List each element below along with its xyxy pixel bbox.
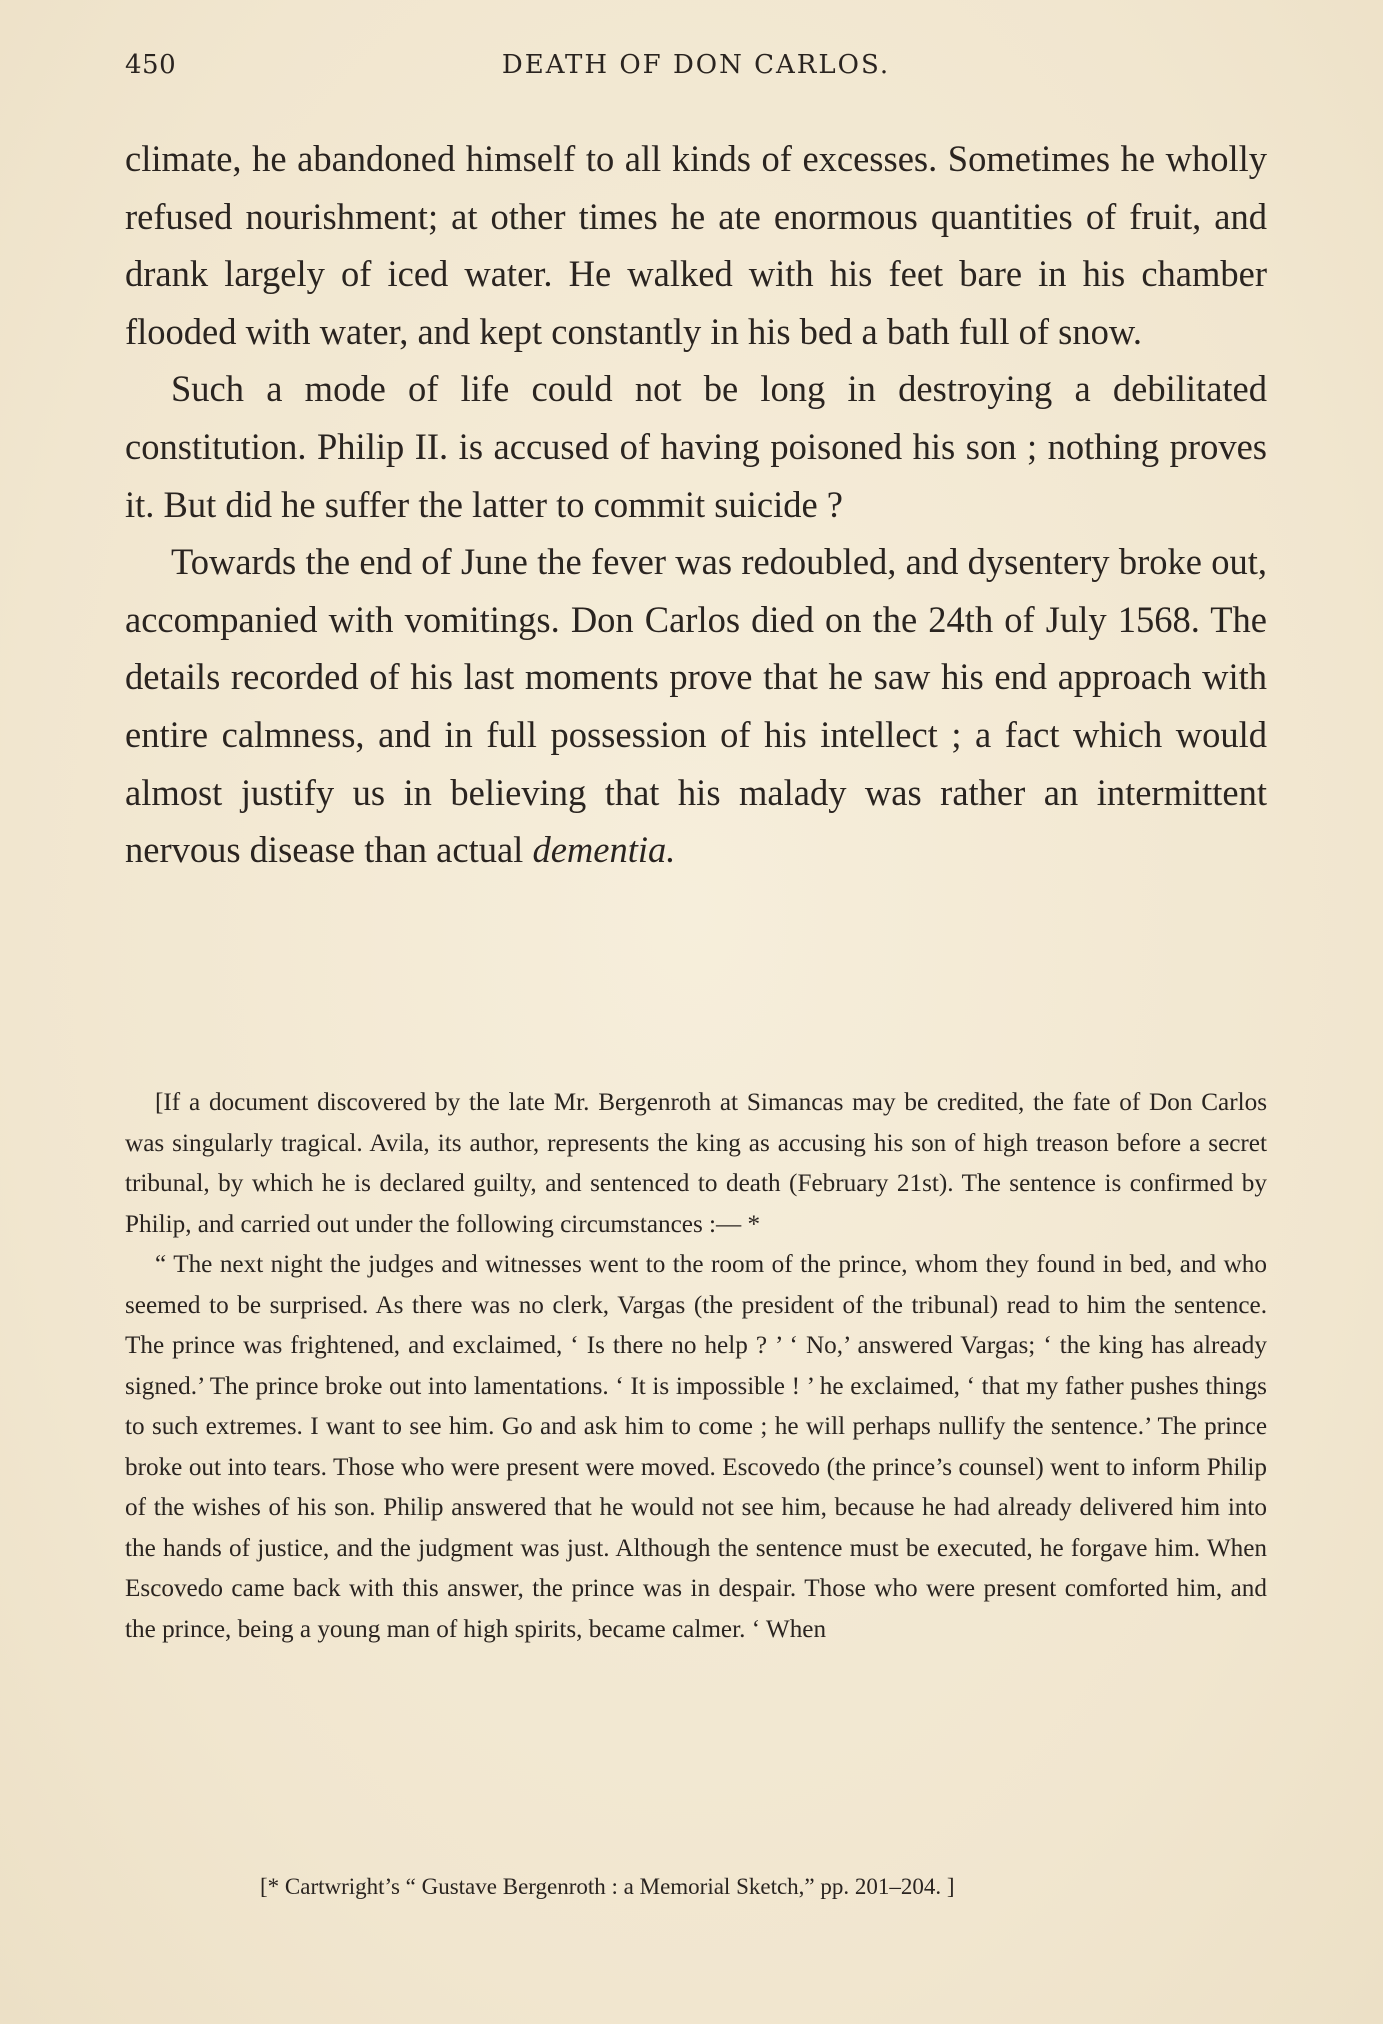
running-head: DEATH OF DON CARLOS. — [501, 50, 891, 80]
note-paragraph: “ The next night the judges and witnesses went to the room of the prince, whom they found in bed, and who seemed to be surprised. As there was no clerk, Vargas (the president of the tribunal) read to him the sentence. The prince was frightened, and exclaimed, ‘ Is there no help ? ’ ‘ No,’ answered Vargas; ‘ the king has already signed.’ The prince broke out into lamentations. ‘ It is impossible ! ’ he exclaimed, ‘ that my father pushes things to such extremes. I want to see him. Go and ask him to come ; he will perhaps nullify the sentence.’ The prince broke out into tears. Those who were present were moved. Escovedo (the prince’s counsel) went to inform Philip of the wishes of his son. Philip answered that he would not see him, because he had already delivered him into the hands of justice, and the judgment was just. Although the sentence must be executed, he forgave him. When Escovedo came back with this answer, the prince was in despair. Those who were present comforted him, and the prince, being a young man of high spirits, became calmer. ‘ When — [125, 1251, 1267, 1643]
note-paragraph: [If a document discovered by the late Mr. Bergenroth at Simancas may be credited, the fate of Don Carlos was singularly tragical. Avila, its author, represents the king as accusing his son of high treason before a secret tribunal, by which he is declared guilty, and sentenced to death (February 21st). The sentence is confirmed by Philip, and carried out under the following circumstances :— * — [125, 1089, 1267, 1238]
page-number: 450 — [125, 50, 177, 80]
main-paragraph-text: Towards the end of June the fever was redoubled, and dysentery broke out, accompanied with vomitings. Don Carlos died on the 24th of July 1568. The details recorded of his last moments prove that he saw his end approach with entire calmness, and in full possession of his intellect ; a fact which would almost justify us in believing that his malady was rather an intermittent nervous disease than actual — [125, 541, 1267, 871]
emphasis-word: dementia. — [532, 829, 676, 871]
footnote: [* Cartwright’s “ Gustave Bergenroth : a Memorial Sketch,” pp. 201–204. ] — [260, 1874, 955, 1899]
page-header — [125, 50, 1267, 90]
main-paragraph — [125, 533, 1267, 879]
bracketed-note — [125, 1083, 1267, 1650]
main-paragraph: climate, he abandoned himself to all kinds of excesses. Sometimes he wholly refused nourishment; at other times he ate enormous quantities of fruit, and drank largely of iced water. He walked with his feet bare in his chamber flooded with water, and kept constantly in his bed a bath full of snow. — [125, 138, 1267, 352]
main-text — [125, 130, 1267, 879]
main-paragraph: Such a mode of life could not be long in destroying a debilitated constitution. Philip II. is accused of having poisoned his son ; nothing proves it. But did he suffer the latter to commit suicide ? — [125, 368, 1267, 525]
